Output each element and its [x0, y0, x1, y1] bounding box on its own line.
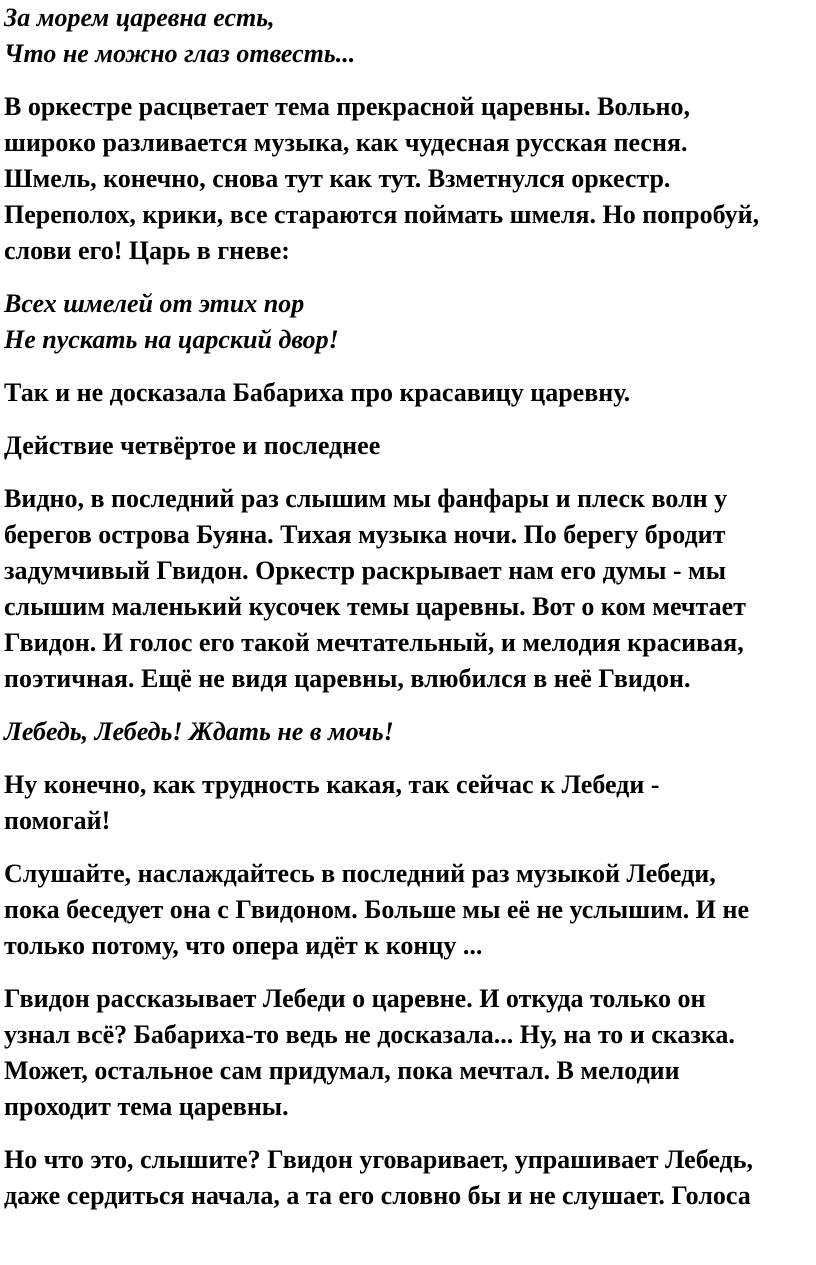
paragraph-fanfares: [4, 481, 816, 697]
text-line: слови его! Царь в гневе:: [4, 236, 290, 265]
text-line: Не пускать на царский двор!: [4, 325, 339, 354]
text-line: пока беседует она с Гвидоном. Больше мы её не услышим. И не: [4, 895, 750, 924]
text-line: Гвидон. И голос его такой мечтательный, и мелодия красивая,: [4, 628, 744, 657]
text-line: Гвидон рассказывает Лебеди о царевне. И откуда только он: [4, 984, 706, 1013]
text-line: В оркестре расцветает тема прекрасной царевны. Вольно,: [4, 92, 690, 121]
paragraph-what-is-this: [4, 1142, 816, 1214]
paragraph-orchestra-theme: [4, 89, 816, 269]
text-line: За морем царевна есть,: [4, 3, 275, 32]
text-line: Слушайте, наслаждайтесь в последний раз музыкой Лебеди,: [4, 859, 716, 888]
text-line: Ну конечно, как трудность какая, так сейчас к Лебеди -: [4, 770, 660, 799]
text-line: Действие четвёртое и последнее: [4, 431, 381, 460]
text-line: Так и не досказала Бабариха про красавицу царевну.: [4, 378, 631, 407]
text-line: Шмель, конечно, снова тут как тут. Взметнулся оркестр.: [4, 164, 671, 193]
text-line: Видно, в последний раз слышим мы фанфары и плеск волн у: [4, 484, 728, 513]
text-line: даже сердиться начала, а та его словно бы и не слушает. Голоса: [4, 1181, 751, 1210]
text-line: только потому, что опера идёт к концу ...: [4, 931, 483, 960]
text-line: поэтичная. Ещё не видя царевны, влюбился в неё Гвидон.: [4, 664, 691, 693]
text-line: слышим маленький кусочек темы царевны. Вот о ком мечтает: [4, 592, 746, 621]
text-line: помогай!: [4, 806, 111, 835]
text-line: широко разливается музыка, как чудесная русская песня.: [4, 128, 688, 157]
text-line: Переполох, крики, все стараются поймать шмеля. Но попробуй,: [4, 200, 760, 229]
paragraph-babarikha: [4, 375, 816, 411]
paragraph-help: [4, 767, 816, 839]
text-line: берегов острова Буяна. Тихая музыка ночи. По берегу бродит: [4, 520, 726, 549]
paragraph-gvidon-tells: [4, 981, 816, 1125]
text-line: узнал всё? Бабариха-то ведь не досказала... Ну, на то и сказка.: [4, 1020, 735, 1049]
poem-quote-bumblebees: [4, 286, 816, 358]
poem-quote-swan: [4, 714, 816, 750]
text-line: Может, остальное сам придумал, пока мечтал. В мелодии: [4, 1056, 680, 1085]
text-line: Но что это, слышите? Гвидон уговаривает, упрашивает Лебедь,: [4, 1145, 753, 1174]
section-heading-act-four: [4, 428, 816, 464]
text-line: Всех шмелей от этих пор: [4, 289, 305, 318]
paragraph-listen: [4, 856, 816, 964]
poem-quote-tsarevna: [4, 0, 816, 72]
text-line: задумчивый Гвидон. Оркестр раскрывает нам его думы - мы: [4, 556, 727, 585]
text-line: Лебедь, Лебедь! Ждать не в мочь!: [4, 717, 394, 746]
text-line: Что не можно глаз отвесть...: [4, 39, 356, 68]
text-line: проходит тема царевны.: [4, 1092, 289, 1121]
